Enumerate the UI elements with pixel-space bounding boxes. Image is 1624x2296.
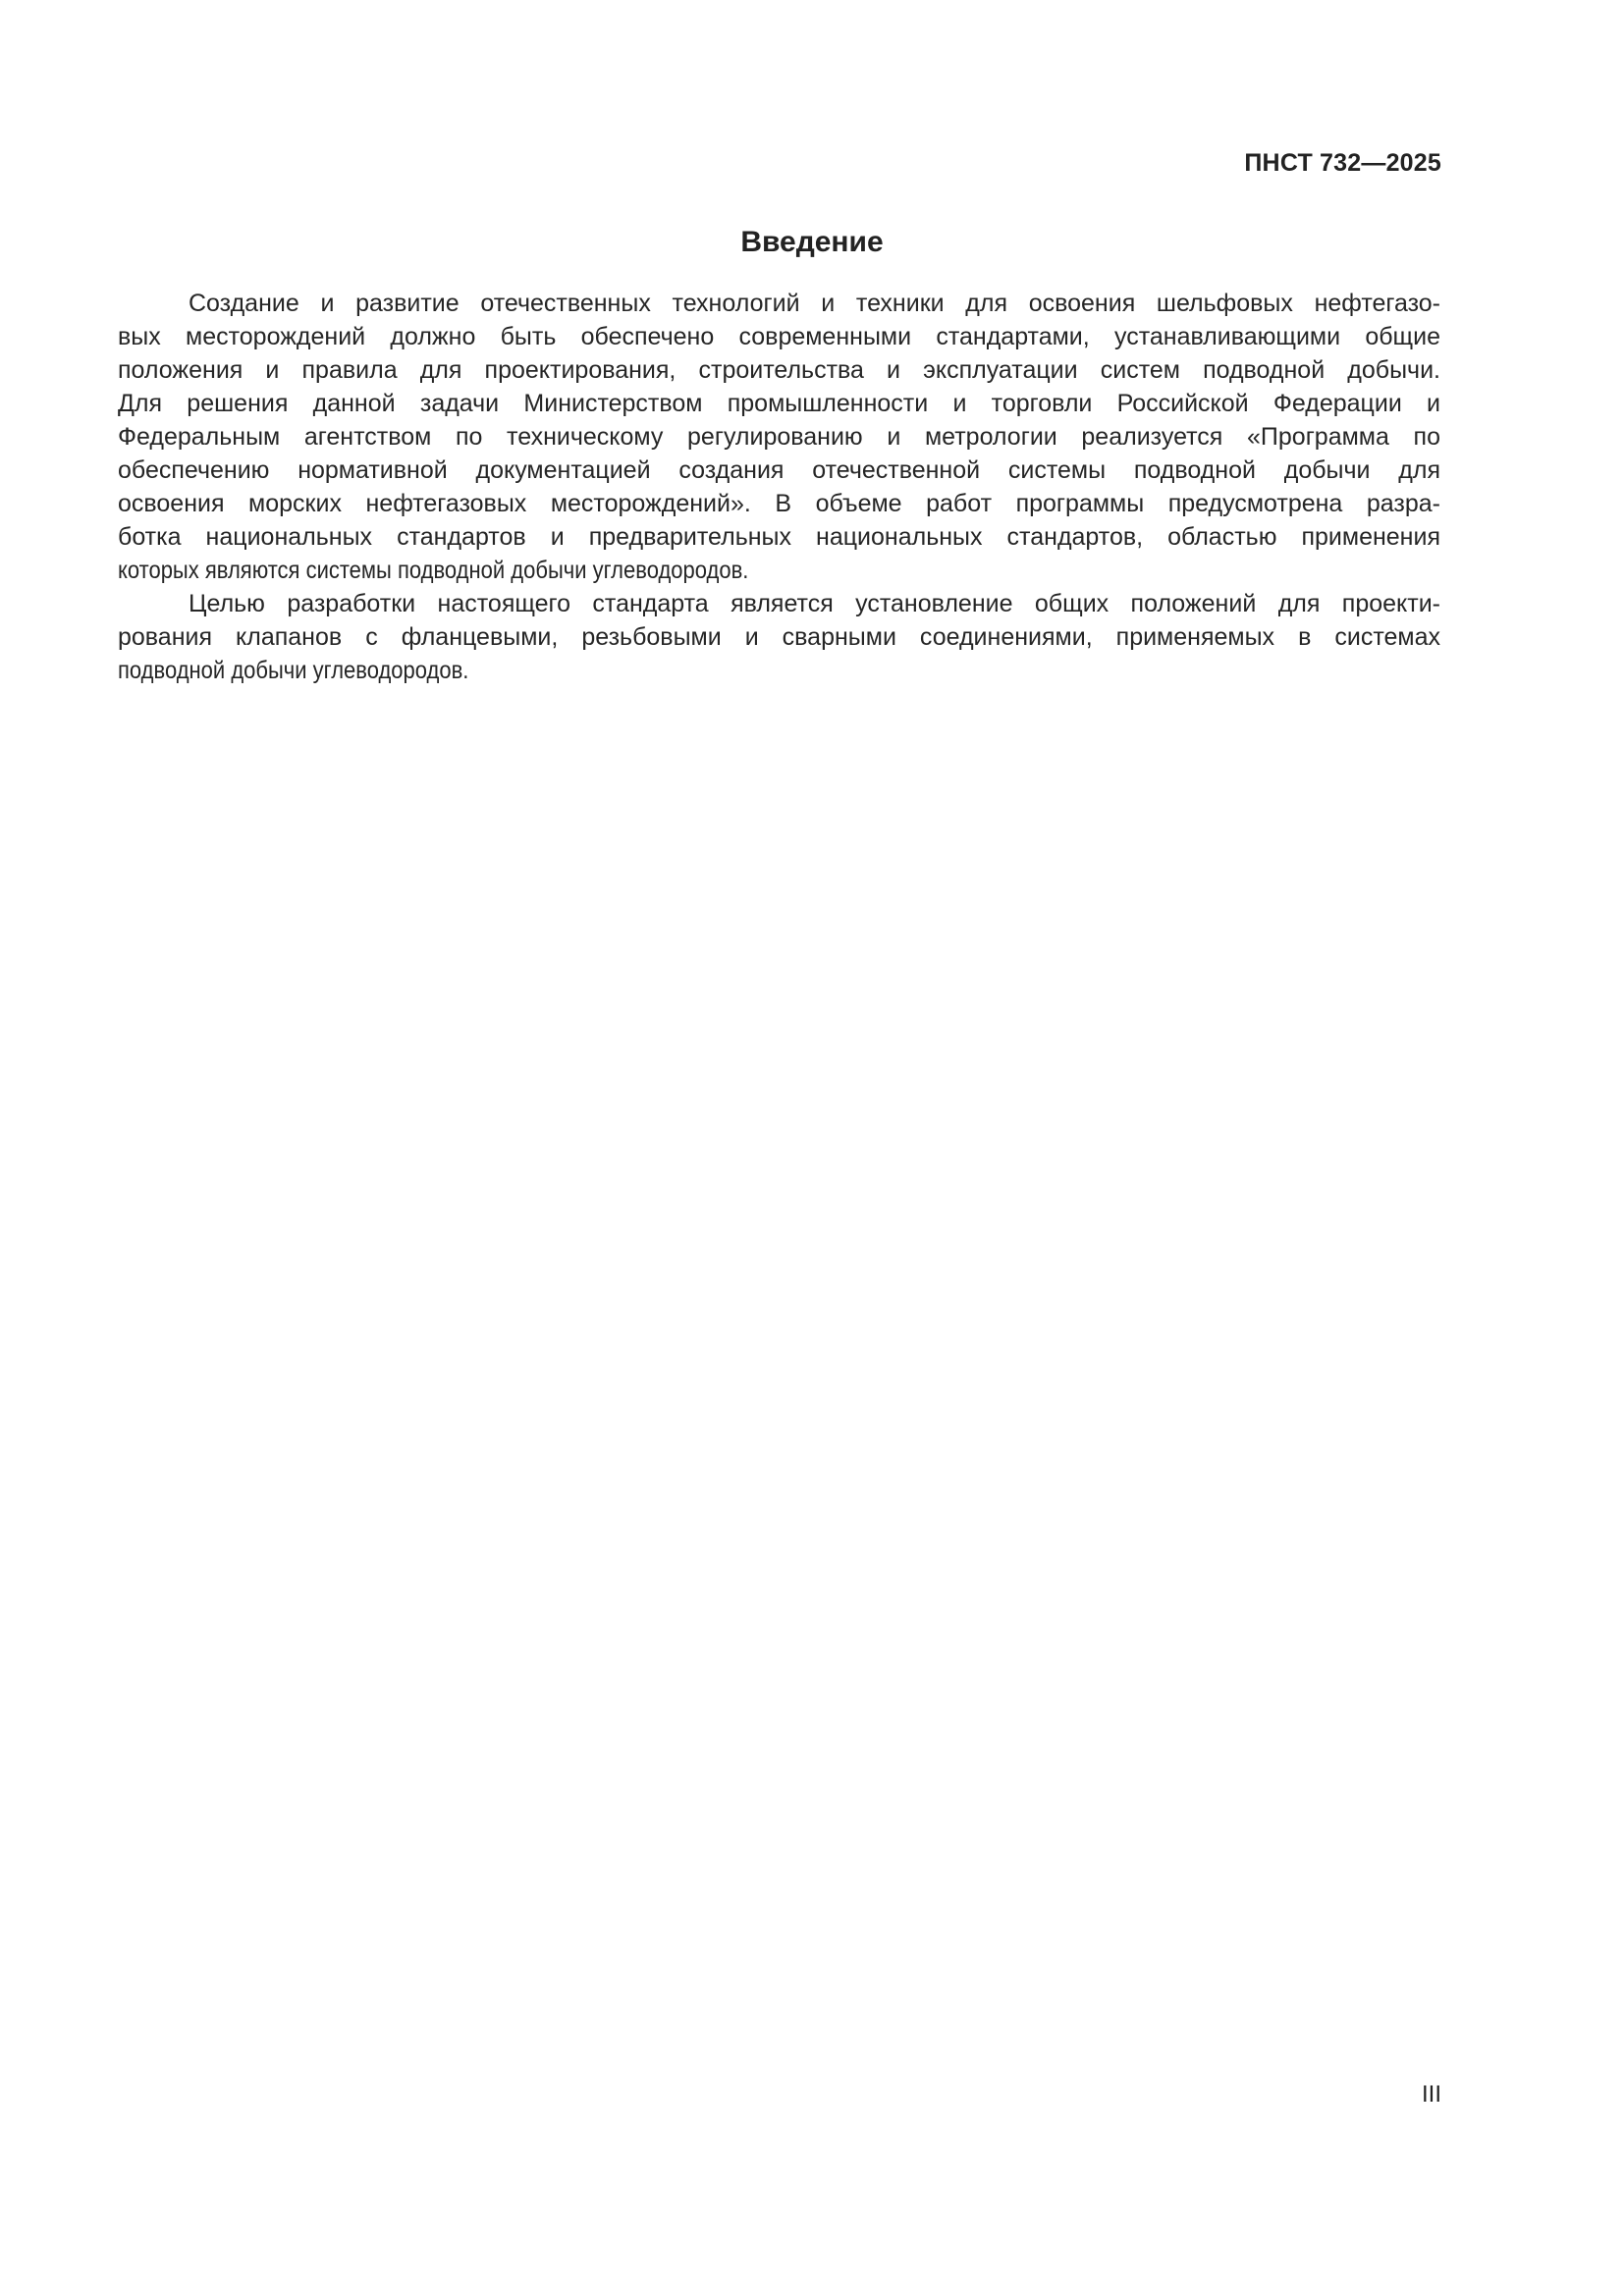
text-line: Федеральным агентством по техническому регулированию и метрологии реализуется «Программа по	[118, 423, 1440, 451]
section-title: Введение	[740, 226, 884, 258]
text-line: Целью разработки настоящего стандарта является установление общих положений для проекти-	[189, 590, 1440, 617]
text-line: Создание и развитие отечественных технологий и техники для освоения шельфовых нефтегазо-	[189, 290, 1440, 317]
text-line: вых месторождений должно быть обеспечено современными стандартами, устанавливающими общие	[118, 323, 1440, 350]
text-line: обеспечению нормативной документацией создания отечественной системы подводной добычи для	[118, 456, 1440, 484]
text-line: ботка национальных стандартов и предварительных национальных стандартов, областью применения	[118, 523, 1440, 551]
text-line: Для решения данной задачи Министерством промышленности и торговли Российской Федерации и	[118, 390, 1440, 417]
text-line: освоения морских нефтегазовых месторождений». В объеме работ программы предусмотрена разра-	[118, 490, 1440, 517]
text-line: положения и правила для проектирования, строительства и эксплуатации систем подводной добычи.	[118, 356, 1440, 384]
paragraph	[118, 587, 1440, 687]
paragraph	[118, 287, 1440, 587]
text-line: которых являются системы подводной добычи углеводородов.	[118, 557, 749, 584]
section-body	[118, 287, 1440, 687]
text-line: подводной добычи углеводородов.	[118, 657, 469, 684]
text-line: рования клапанов с фланцевыми, резьбовыми и сварными соединениями, применяемых в системах	[118, 623, 1440, 651]
document-code: ПНСТ 732—2025	[1244, 149, 1441, 177]
page-number: III	[1421, 2081, 1441, 2108]
